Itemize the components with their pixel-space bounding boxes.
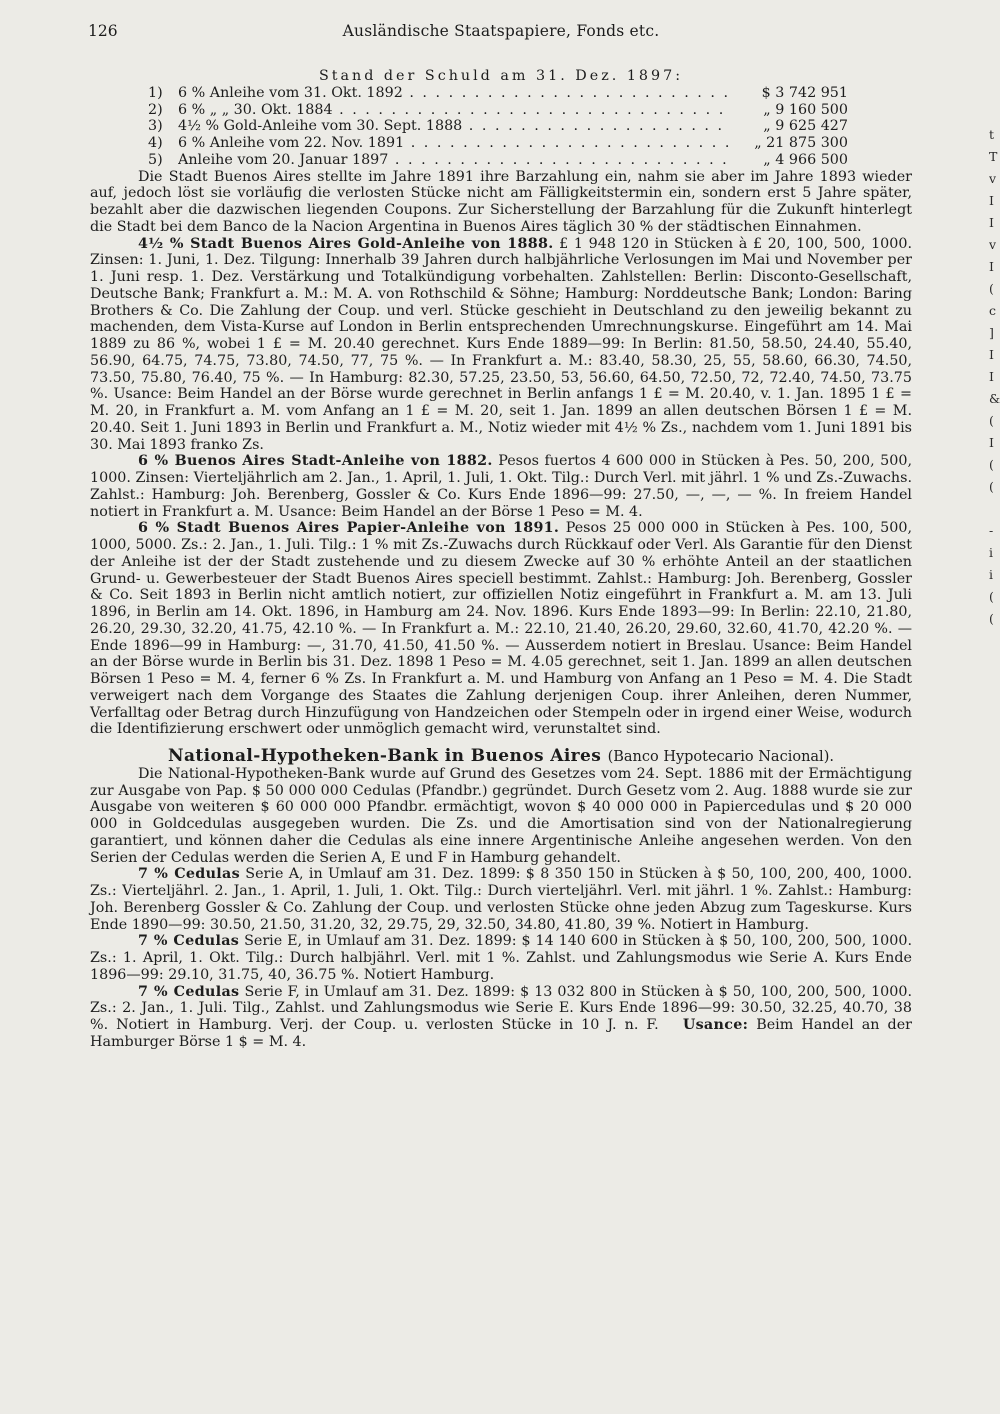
edge-letter: i xyxy=(989,545,993,560)
edge-letter: i xyxy=(989,567,993,582)
entry-heading: 6 % Buenos Aires Stadt-Anleihe von 1882. xyxy=(138,453,493,470)
section-heading xyxy=(90,748,912,766)
entry-heading: 4½ % Stadt Buenos Aires Gold-Anleihe von 1888. xyxy=(138,235,554,252)
usance-text: Beim Handel an der Hamburger Börse 1 $ = M. 4. xyxy=(90,1017,913,1050)
debt-row-no: 4) xyxy=(148,135,163,151)
entry-heading: 7 % Cedulas xyxy=(138,866,240,883)
debt-row-amount: „ 9 160 500 xyxy=(763,101,848,118)
debt-row-amount: „ 21 875 300 xyxy=(754,135,848,151)
debt-table xyxy=(90,85,912,169)
usance-label: Usance: xyxy=(682,1017,749,1033)
edge-letter: ( xyxy=(989,281,994,296)
page-header xyxy=(88,22,914,46)
paragraph-gold-loan-1888 xyxy=(90,236,912,454)
debt-table-title: Stand der Schuld am 31. Dez. 1897: xyxy=(318,68,684,84)
paragraph-cedulas-serie-e xyxy=(90,933,912,983)
edge-letter: ( xyxy=(989,457,994,472)
page-number: 126 xyxy=(88,22,118,40)
edge-letter: ( xyxy=(989,479,994,494)
debt-row-amount: $ 3 742 951 xyxy=(761,84,848,101)
entry-heading: 7 % Cedulas xyxy=(138,983,240,1000)
edge-letter: v xyxy=(989,171,997,186)
debt-row xyxy=(148,135,848,152)
debt-row-no: 1) xyxy=(148,84,163,101)
paragraph-cedulas-serie-a xyxy=(90,866,912,933)
entry-text: Pesos 25 000 000 in Stücken à Pes. 100, 500, 1000, 5000. Zs.: 2. Jan., 1. Juli. Tilg.: 1 % mit Zs.-Zuwachs durch Rückkauf oder Verl. Als Garantie für den Dienst der Anleihe ist der der Stadt zustehende und zu diesem Zwecke auf 30 % erhöhte Anteil an der staatlichen Grund- u. Gewerbesteuer der Stadt Buenos Aires speciell bestimmt. Zahlst.: Hamburg: Joh. Berenberg, Gossler & Co. Seit 1893 in Berlin nicht amtlich notiert, zur offiziellen Notiz eingeführt in Frankfurt a. M. am 13. Juli 1896, in Berlin am 14. Okt. 1896, in Hamburg am 24. Nov. 1896. Kurs Ende 1893—99: In Berlin: 22.10, 21.80, 26.20, 29.30, 32.20, 41.75, 42.10 %. — In Frankfurt a. M.: 22.10, 21.40, 26.20, 29.60, 32.60, 41.70, 42.20 %. — Ende 1896—99 in Hamburg: —, 31.70, 41.50, 41.50 %. — Ausserdem notiert in Breslau. Usance: Beim Handel an der Börse wurde in Berlin bis 31. Dez. 1898 1 Peso = M. 4.05 gerechnet, seit 1. Jan. 1899 an allen deutschen Börsen 1 Peso = M. 4, ferner 6 % Zs. In Frankfurt a. M. und Hamburg von Anfang an 1 Peso = M. 4. Die Stadt verweigert nach dem Vorgange des Staates die Zahlung derjenigen Coup. ihrer Anleihen, deren Nummer, Verfalltag oder Betrag durch Hinzufügung von Handzeichen oder Stempeln oder in irgend einer Weise, wodurch die Identifizierung erschwert oder unmöglich gemacht wird, verunstaltet sind. xyxy=(90,520,913,738)
edge-letter: ( xyxy=(989,413,994,428)
debt-row xyxy=(148,152,848,169)
entry-heading: 7 % Cedulas xyxy=(138,933,240,950)
facing-page-edge xyxy=(989,124,1000,630)
paragraph-paper-loan-1891 xyxy=(90,520,912,738)
section-title: National-Hypotheken-Bank in Buenos Aires xyxy=(168,746,602,766)
section-subtitle: (Banco Hypotecario Nacional). xyxy=(607,749,834,765)
edge-letter: ] xyxy=(989,325,994,340)
debt-row-label: 4½ % Gold-Anleihe vom 30. Sept. 1888 . . . xyxy=(178,118,732,135)
edge-letter: v xyxy=(989,237,997,252)
entry-text: Serie E, in Umlauf am 31. Dez. 1899: $ 14 140 600 in Stücken à $ 50, 100, 200, 500, 1000. Zs.: 1. April, 1. Okt. Tilg.: Durch halbjährl. Verl. mit 1 %. Zahlst. und Zahlungsmodus wie Serie A. Kurs Ende 1896—99: 29.10, 31.75, 40, 36.75 %. Notiert Hamburg. xyxy=(90,933,912,983)
edge-letter: - xyxy=(989,523,994,538)
entry-text: Serie F, in Umlauf am 31. Dez. 1899: $ 13 032 800 in Stücken à $ 50, 100, 200, 500, 1000. Zs.: 2. Jan., 1. Juli. Tilg., Zahlst. und Zahlungsmodus wie Serie E. Kurs Ende 1896—99: 30.50, 32.25, 40.70, 38 %. Notiert in Hamburg. Verj. der Coup. u. verlosten Stücke in 10 J. n. F. xyxy=(90,983,913,1033)
edge-letter: c xyxy=(989,303,997,318)
edge-letter: & xyxy=(989,391,1000,406)
debt-row-no: 3) xyxy=(148,118,163,135)
debt-row xyxy=(148,118,848,135)
debt-row-label: 6 % Anleihe vom 22. Nov. 1891 . . . xyxy=(178,135,732,152)
debt-row-label: 6 % Anleihe vom 31. Okt. 1892 . . . xyxy=(178,85,732,102)
edge-letter: I xyxy=(989,369,994,384)
edge-letter: t xyxy=(989,127,995,142)
debt-row-amount: „ 9 625 427 xyxy=(763,118,848,135)
debt-row xyxy=(148,85,848,102)
edge-letter: T xyxy=(989,149,998,164)
debt-row xyxy=(148,102,848,119)
paragraph-city-loan-1882 xyxy=(90,453,912,520)
edge-letter: ( xyxy=(989,611,994,626)
edge-letter: I xyxy=(989,215,994,230)
paragraph-cedulas-serie-f xyxy=(90,984,912,1051)
edge-letter: I xyxy=(989,435,994,450)
entry-text: £ 1 948 120 in Stücken à £ 20, 100, 500, 1000. Zinsen: 1. Juni, 1. Dez. Tilgung: Innerhalb 39 Jahren durch halbjährliche Verlosungen im Mai und November per 1. Juni resp. 1. Dez. Verstärkung und Totalkündigung vorbehalten. Zahlstellen: Berlin: Disconto-Gesellschaft, Deutsche Bank; Frankfurt a. M.: M. A. von Rothschild & Söhne; Hamburg: Norddeutsche Bank; London: Baring Brothers & Co. Die Zahlung der Coup. und verl. Stücke geschieht in Deutschland zu den jeweilig bekannt zu machenden, dem Vista-Kurse auf London in Berlin entsprechenden Umrechnungskurse. Eingeführt am 14. Mai 1889 zu 86 %, wobei 1 £ = M. 20.40 gerechnet. Kurs Ende 1889—99: In Berlin: 81.50, 58.50, 24.40, 55.40, 56.90, 64.75, 74.75, 73.80, 74.50, 77, 75 %. — In Frankfurt a. M.: 83.40, 58.30, 25, 55, 58.60, 66.30, 74.50, 73.50, 75.80, 76.40, 75 %. — In Hamburg: 82.30, 57.25, 23.50, 53, 56.60, 64.50, 72.50, 72, 72.40, 74.50, 73.75 %. Usance: Beim Handel an der Börse wurde gerechnet in Berlin anfangs 1 £ = M. 20.40, v. 1. Jan. 1895 1 £ = M. 20, in Frankfurt a. M. vom Anfang an 1 £ = M. 20, seit 1. Jan. 1899 an allen deutschen Börsen 1 £ = M. 20.40. Seit 1. Juni 1893 in Berlin und Frankfurt a. M., Notiz wieder mit 4½ % Zs., nachdem vom 1. Juni 1891 bis 30. Mai 1893 franko Zs. xyxy=(90,235,913,453)
debt-row-label: Anleihe vom 20. Januar 1897 . . . xyxy=(178,152,732,169)
entry-text: Serie A, in Umlauf am 31. Dez. 1899: $ 8 350 150 in Stücken à $ 50, 100, 200, 400, 1000. Zs.: Vierteljährl. 2. Jan., 1. April, 1. Juli, 1. Okt. Tilg.: Durch vierteljährl. Verl. mit jährl. 1 %. Zahlst.: Hamburg: Joh. Berenberg Gossler & Co. Zahlung der Coup. und verlosten Stücke ohne jeden Abzug zum Tageskurse. Kurs Ende 1890—99: 30.50, 21.50, 31.20, 32, 29.75, 29, 32.50, 34.80, 41.80, 39 %. Notiert in Hamburg. xyxy=(90,866,913,933)
entry-text: Pesos fuertos 4 600 000 in Stücken à Pes. 50, 200, 500, 1000. Zinsen: Vierteljährlich am 2. Jan., 1. April, 1. Juli, 1. Okt. Tilg.: Durch Verl. mit jährl. 1 % und Zs.-Zuwachs. Zahlst.: Hamburg: Joh. Berenberg, Gossler & Co. Kurs Ende 1896—99: 27.50, —, —, — %. In freiem Handel notiert in Frankfurt a. M. Usance: Beim Handel an der Börse 1 Peso = M. 4. xyxy=(90,453,912,520)
paragraph-intro: Die Stadt Buenos Aires stellte im Jahre 1891 ihre Barzahlung ein, nahm sie aber im Jahre 1893 wieder auf, jedoch löst sie vorläufig die verlosten Stücke nicht am Fälligkeitstermin ein, sondern erst 5 Jahre später, bezahlt aber die dazwischen liegenden Coupons. Zur Sicherstellung der Barzahlung für die Zukunft hinterlegt die Stadt bei dem Banco de la Nacion Argentina in Buenos Aires täglich 30 % der städtischen Einnahmen. xyxy=(90,168,912,235)
debt-row-no: 2) xyxy=(148,101,163,118)
entry-heading: 6 % Stadt Buenos Aires Papier-Anleihe von 1891. xyxy=(138,520,560,537)
running-title: Ausländische Staatspapiere, Fonds etc. xyxy=(342,22,660,40)
debt-row-amount: „ 4 966 500 xyxy=(763,151,848,168)
debt-row-label: 6 % „ „ 30. Okt. 1884 . . . xyxy=(178,102,732,119)
text-column xyxy=(90,68,912,1051)
edge-letter: ( xyxy=(989,589,994,604)
debt-row-no: 5) xyxy=(148,151,163,168)
edge-letter: I xyxy=(989,347,994,362)
edge-letter: I xyxy=(989,193,994,208)
paragraph-bank-intro: Die National-Hypotheken-Bank wurde auf Grund des Gesetzes vom 24. Sept. 1886 mit der Ermächtigung zur Ausgabe von Pap. $ 50 000 000 Cedulas (Pfandbr.) gegründet. Durch Gesetz vom 2. Aug. 1888 wurde sie zur Ausgabe von weiteren $ 60 000 000 Pfandbr. ermächtigt, wovon $ 40 000 000 in Papiercedulas und $ 20 000 000 in Goldcedulas ausgegeben wurden. Die Zs. und die Amortisation sind von der Nationalregierung garantiert, und können daher die Cedulas als eine innere Argentinische Anleihe angesehen werden. Von den Serien der Cedulas werden die Serien A, E und F in Hamburg gehandelt. xyxy=(90,765,912,866)
edge-letter: I xyxy=(989,259,994,274)
edge-letter xyxy=(989,498,1000,520)
